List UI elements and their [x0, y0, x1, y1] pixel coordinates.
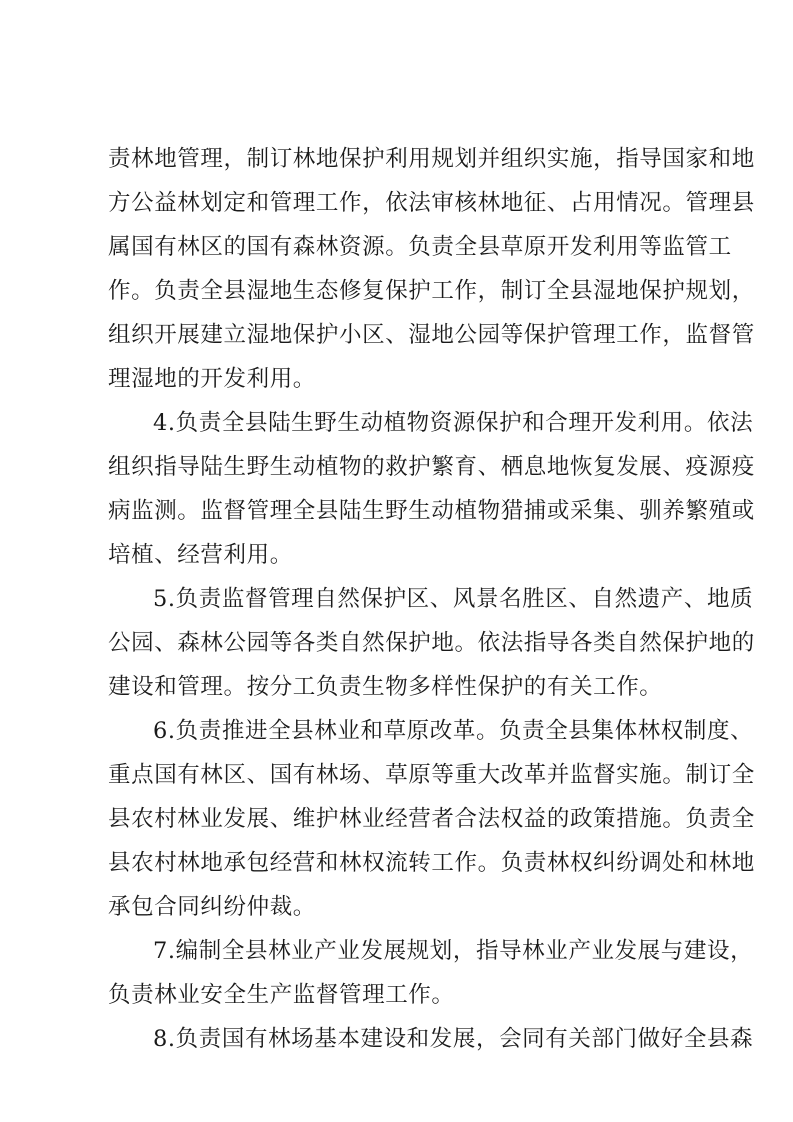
- text-line-2: 方公益林划定和管理工作，依法审核林地征、占用情况。管理县: [108, 190, 755, 216]
- text-line-3: 属国有林区的国有森林资源。负责全县草原开发利用等监管工: [108, 234, 732, 260]
- text-line-12: 公园、森林公园等各类自然保护地。依法指导各类自然保护地的: [108, 630, 755, 656]
- text-line-16: 县农村林业发展、维护林业经营者合法权益的政策措施。负责全: [108, 806, 755, 832]
- text-line-18: 承包合同纠纷仲裁。: [108, 894, 316, 920]
- text-line-20: 负责林业安全生产监督管理工作。: [108, 982, 455, 1008]
- text-line-17: 县农村林地承包经营和林权流转工作。负责林权纠纷调处和林地: [108, 850, 755, 876]
- paragraph-5-start: 5.负责监督管理自然保护区、风景名胜区、自然遗产、地质: [153, 586, 754, 612]
- text-line-8: 组织指导陆生野生动植物的救护繁育、栖息地恢复发展、疫源疫: [108, 454, 755, 480]
- text-line-4: 作。负责全县湿地生态修复保护工作，制订全县湿地保护规划，: [108, 278, 755, 304]
- text-line-15: 重点国有林区、国有林场、草原等重大改革并监督实施。制订全: [108, 762, 755, 788]
- text-line-13: 建设和管理。按分工负责生物多样性保护的有关工作。: [108, 674, 663, 700]
- text-line-6: 理湿地的开发利用。: [108, 366, 316, 392]
- text-line-10: 培植、经营利用。: [108, 542, 293, 568]
- paragraph-8-start: 8.负责国有林场基本建设和发展，会同有关部门做好全县森: [153, 1026, 754, 1052]
- paragraph-7-start: 7.编制全县林业产业发展规划，指导林业产业发展与建设，: [153, 938, 754, 964]
- paragraph-6-start: 6.负责推进全县林业和草原改革。负责全县集体林权制度、: [153, 718, 754, 744]
- text-line-5: 组织开展建立湿地保护小区、湿地公园等保护管理工作，监督管: [108, 322, 755, 348]
- text-line-9: 病监测。监督管理全县陆生野生动植物猎捕或采集、驯养繁殖或: [108, 498, 755, 524]
- text-line-1: 责林地管理，制订林地保护利用规划并组织实施，指导国家和地: [108, 146, 755, 172]
- paragraph-4-start: 4.负责全县陆生野生动植物资源保护和合理开发利用。依法: [153, 410, 754, 436]
- document-body: [108, 137, 755, 1061]
